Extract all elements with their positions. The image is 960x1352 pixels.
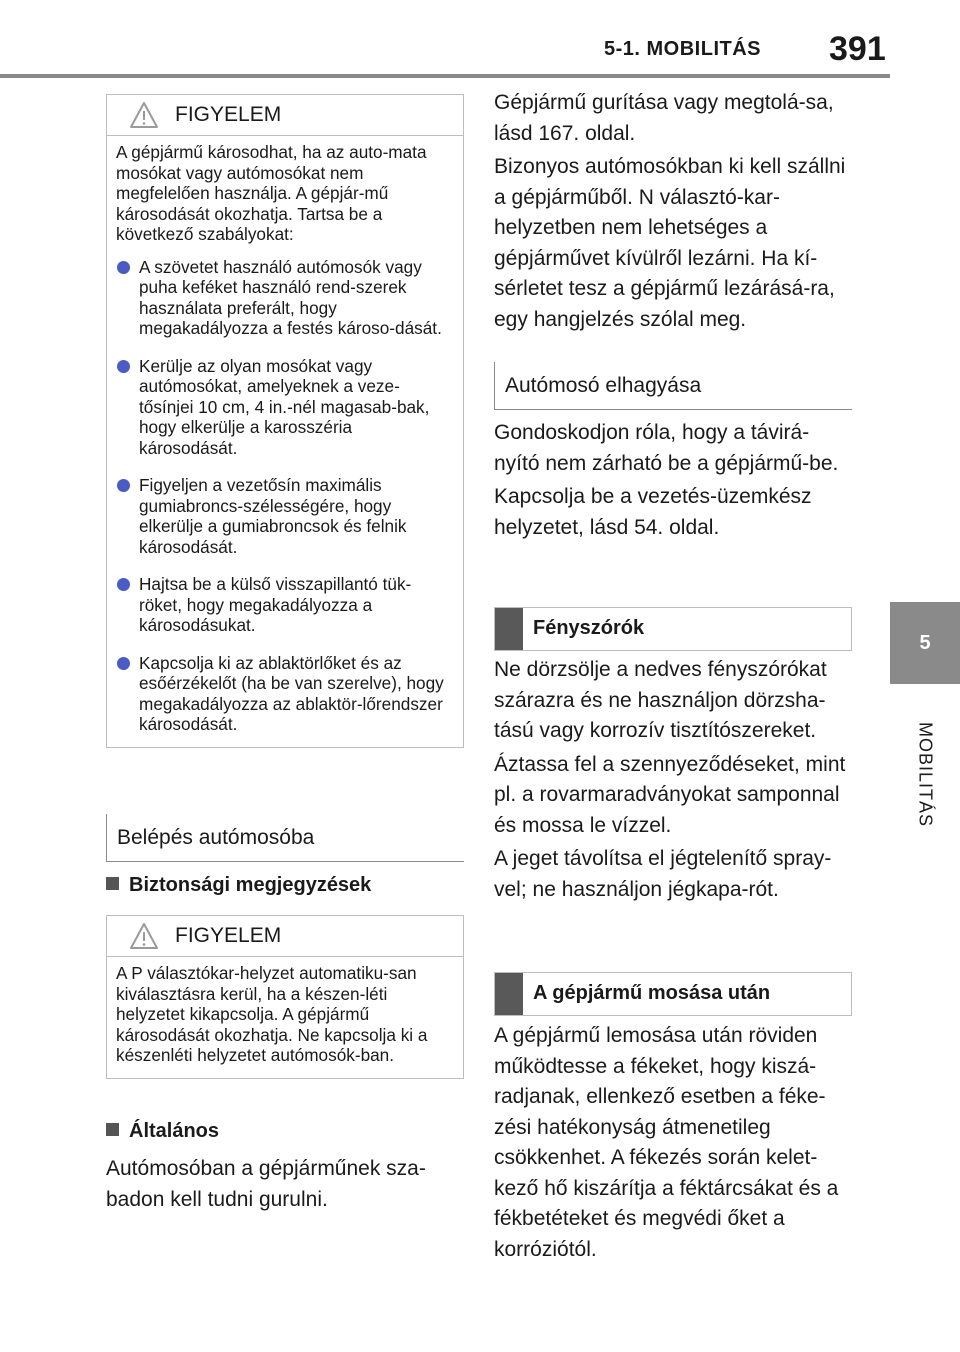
section-heading-text: Biztonsági megjegyzések (129, 874, 372, 896)
warning-box-1 (106, 94, 464, 748)
warning-title: FIGYELEM (175, 924, 282, 947)
bullet-dot-icon (117, 479, 130, 492)
general-paragraph (106, 1154, 462, 1218)
subheading-text: Autómosó elhagyása (505, 374, 702, 397)
heading-bar (495, 608, 523, 650)
chapter-tab-text: MOBILITÁS (915, 722, 936, 828)
page-number: 391 (829, 30, 886, 68)
bullet-text: Kapcsolja ki az ablaktörlőket és az esőérzékelőt (ha be van szerelve), hogy megakadályozza az ablaktör-lőrendszer károsodását. (139, 652, 444, 734)
heading-after-wash (494, 972, 852, 1016)
warning-title: FIGYELEM (175, 103, 282, 126)
section-heading-text: Általános (129, 1120, 220, 1142)
bullet-text: A szövetet használó autómosók vagy puha keféket használó rend-szerek használata preferált, hogy megakadályozza a festés károso-dását. (139, 256, 442, 338)
warning-header (107, 916, 463, 957)
bullet-text: Kerülje az olyan mosókat vagy autómosókat, amelyeknek a veze-tősínjei 10 cm, 4 in.-nél magasab-bak, hogy elkerülje a karosszéria károsodását. (139, 355, 430, 458)
list-item (116, 356, 453, 459)
subheading-text: Belépés autómosóba (117, 826, 315, 849)
bullet-dot-icon (117, 360, 130, 373)
bullet-dot-icon (117, 578, 130, 591)
list-item (116, 257, 453, 339)
square-bullet-icon (106, 877, 119, 890)
heading-text: A gépjármű mosása után (533, 982, 771, 1004)
chapter-tab-number: 5 (890, 602, 960, 684)
warning-box-2 (106, 915, 464, 1079)
paragraph: Áztassa fel a szennyeződéseket, mint pl. a rovarmaradványokat samponnal és mossa le vízzel. (494, 752, 846, 837)
header-rule (0, 74, 890, 78)
warning-header (107, 95, 463, 136)
paragraph: Gépjármű gurítása vagy megtolá-sa, lásd 167. oldal. (494, 91, 834, 145)
subheading-leaving-wash (494, 362, 852, 410)
bullet-text: Figyeljen a vezetősín maximális gumiabroncs-szélességére, hogy elkerülje a gumiabroncsok és felnik károsodását. (139, 475, 407, 557)
paragraph: Ne dörzsölje a nedves fényszórókat szárazra és ne használjon dörzsha-tású vagy korrozív tisztítószereket. (494, 658, 827, 742)
warning-triangle-icon (129, 922, 159, 950)
list-item (116, 574, 453, 636)
subheading-entering-wash (106, 814, 464, 862)
list-item (116, 475, 453, 557)
heading-text: Fényszórók (533, 617, 645, 639)
paragraph: Bizonyos autómosókban ki kell szállni a gépjárműből. N választó-kar-helyzetben nem lehetséges a gépjárművet kívülről lezárni. Ha kí-sérletet tesz a gépjármű lezárásá-ra, egy hangjelzés szólal meg. (494, 155, 846, 331)
right-top-text (494, 88, 854, 338)
chapter-tab-label (890, 690, 960, 860)
list-item (116, 653, 453, 735)
heading-bar (495, 973, 523, 1015)
paragraph: Autómosóban a gépjárműnek sza-badon kell tudni gurulni. (106, 1157, 426, 1211)
section-title: 5-1. MOBILITÁS (604, 38, 762, 60)
leaving-wash-text (494, 418, 854, 546)
warning-intro: A gépjármű károsodhat, ha az auto-mata mosókat vagy autómosókat nem megfelelően használja. A gépjár-mű károsodását okozhatja. Tartsa be a következő szabályokat: (116, 142, 427, 244)
paragraph: A jeget távolítsa el jégtelenítő spray-vel; ne használjon jégkapa-rót. (494, 847, 832, 901)
bullet-dot-icon (117, 657, 130, 670)
paragraph: Gondoskodjon róla, hogy a távirá-nyító nem zárható be a gépjármű-be. (494, 421, 839, 475)
paragraph: A gépjármű lemosása után röviden működtesse a fékeket, hogy kiszá-radjanak, ellenkező esetben a féke-zési hatékonyság átmenetileg csökkenhet. A fékezés során kelet-kező hő kiszárítja a féktárcsákat és a fékbetéteket és megvédi őket a korróziótól. (494, 1024, 839, 1261)
bullet-text: Hajtsa be a külső visszapillantó tük-röket, hogy megakadályozza a károsodásukat. (139, 574, 412, 635)
bullet-dot-icon (117, 261, 130, 274)
section-heading-safety (106, 874, 371, 897)
warning-text: A P választókar-helyzet automatiku-san kiválasztásra kerül, ha a készen-léti helyzetet kikapcsolja. A gépjármű károsodását okozhatja. Ne kapcsolja ki a készenléti helyzetet autómosók-ban. (116, 963, 428, 1065)
paragraph: Kapcsolja be a vezetés-üzemkész helyzetet, lásd 54. oldal. (494, 485, 812, 539)
section-heading-general (106, 1120, 219, 1143)
headlights-text (494, 655, 854, 908)
heading-headlights (494, 607, 852, 651)
square-bullet-icon (106, 1123, 119, 1136)
warning-triangle-icon (129, 101, 159, 129)
after-wash-text (494, 1021, 856, 1268)
